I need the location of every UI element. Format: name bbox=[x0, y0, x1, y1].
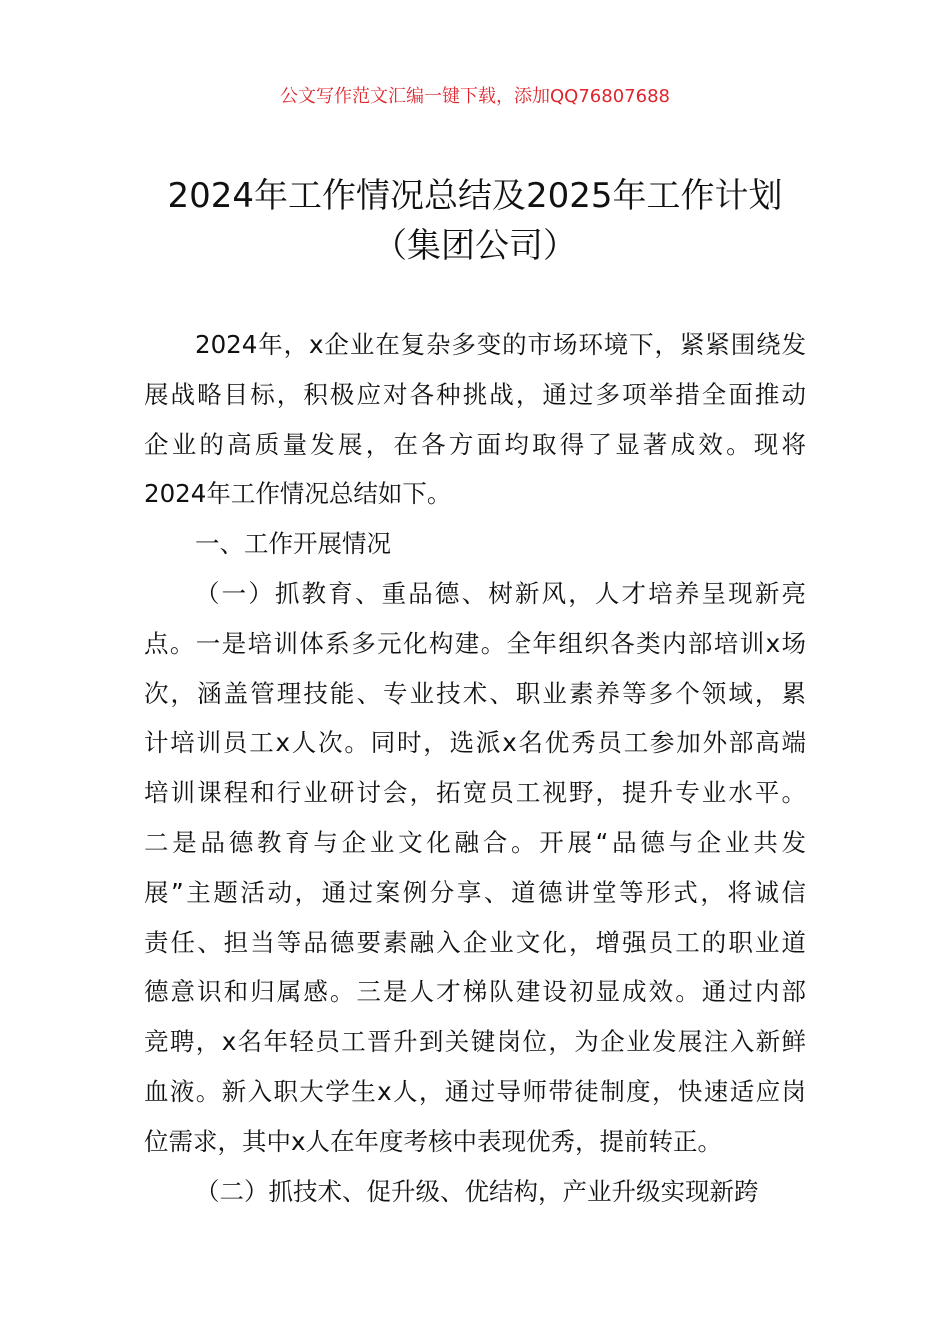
body-text-line: （一）抓教育、重品德、树新风，人才培养呈现新亮 bbox=[195, 579, 806, 608]
body-text-line: 二是品德教育与企业文化融合。开展“品德与企业共发 bbox=[144, 828, 806, 857]
body-text-line: 德意识和归属感。三是人才梯队建设初显成效。通过内部 bbox=[144, 977, 806, 1007]
body-text-line: 展”主题活动，通过案例分享、道德讲堂等形式，将诚信 bbox=[144, 877, 806, 907]
body-text-line: 2024年，x企业在复杂多变的市场环境下，紧紧围绕发 bbox=[195, 330, 806, 359]
body-text-line: 次，涵盖管理技能、专业技术、职业素养等多个领域，累 bbox=[144, 678, 806, 708]
body-text-line: 位需求，其中x人在年度考核中表现优秀，提前转正。 bbox=[144, 1126, 722, 1156]
document-subtitle: （集团公司） bbox=[373, 226, 577, 266]
watermark-text: 公文写作范文汇编一键下载，添加QQ76807688 bbox=[280, 86, 670, 107]
body-text-line: 展战略目标，积极应对各种挑战，通过多项举措全面推动 bbox=[144, 379, 806, 409]
body-text-line: 血液。新入职大学生x人，通过导师带徒制度，快速适应岗 bbox=[144, 1077, 806, 1106]
body-text-line: 企业的高质量发展，在各方面均取得了显著成效。现将 bbox=[144, 429, 806, 459]
body-text-line: 点。一是培训体系多元化构建。全年组织各类内部培训x场 bbox=[144, 628, 806, 658]
body-text-line: 竞聘，x名年轻员工晋升到关键岗位，为企业发展注入新鲜 bbox=[144, 1027, 806, 1057]
section-heading: 一、工作开展情况 bbox=[195, 529, 391, 559]
document-title: 2024年工作情况总结及2025年工作计划 bbox=[167, 176, 783, 216]
body-text-line: 培训课程和行业研讨会，拓宽员工视野，提升专业水平。 bbox=[144, 778, 806, 808]
body-text-line: （二）抓技术、促升级、优结构，产业升级实现新跨 bbox=[195, 1176, 759, 1206]
body-text-line: 计培训员工x人次。同时，选派x名优秀员工参加外部高端 bbox=[144, 728, 806, 758]
body-text-line: 2024年工作情况总结如下。 bbox=[144, 479, 452, 509]
body-text-line: 责任、担当等品德要素融入企业文化，增强员工的职业道 bbox=[144, 927, 806, 957]
